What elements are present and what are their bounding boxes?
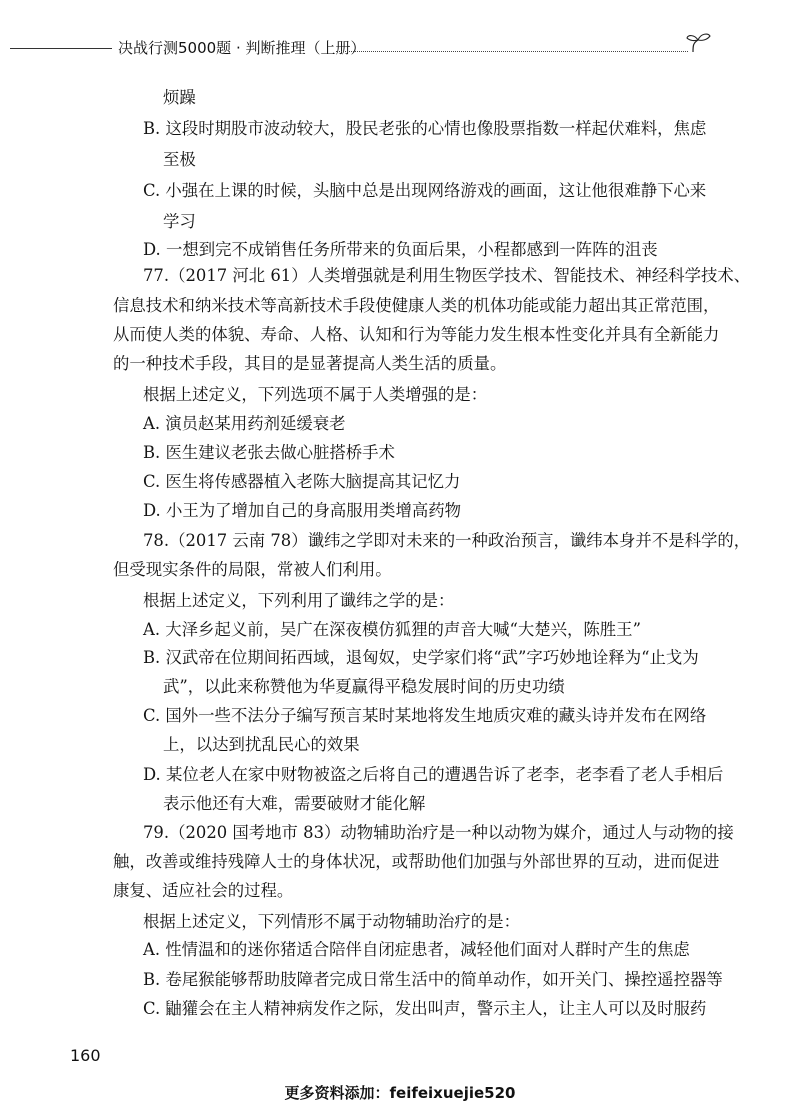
- page-header: [0, 36, 800, 60]
- text-line: A. 演员赵某用药剂延缓衰老: [143, 414, 346, 433]
- text-line: D. 一想到完不成销售任务所带来的负面后果，小程都感到一阵阵的沮丧: [143, 240, 658, 259]
- text-line: A. 大泽乡起义前，吴广在深夜模仿狐狸的声音大喊“大楚兴，陈胜王”: [143, 620, 641, 639]
- text-line: D. 某位老人在家中财物被盗之后将自己的遭遇告诉了老李，老李看了老人手相后: [143, 765, 724, 784]
- text-line: 武”，以此来称赞他为华夏赢得平稳发展时间的历史功绩: [163, 677, 565, 696]
- text-line: 的一种技术手段，其目的是显著提高人类生活的质量。: [113, 354, 507, 373]
- header-rule-right: [336, 51, 688, 52]
- text-line: 79.（2020 国考地市 83）动物辅助治疗是一种以动物为媒介，通过人与动物的接: [143, 823, 734, 842]
- text-line: A. 性情温和的迷你猪适合陪伴自闭症患者，减轻他们面对人群时产生的焦虑: [143, 940, 690, 959]
- text-line: B. 这段时期股市波动较大，股民老张的心情也像股票指数一样起伏难料，焦虑: [143, 119, 707, 138]
- sprout-icon: [684, 28, 714, 58]
- text-line: 根据上述定义，下列选项不属于人类增强的是：: [143, 385, 488, 404]
- text-line: 78.（2017 云南 78）谶纬之学即对未来的一种政治预言，谶纬本身并不是科学的，: [143, 531, 751, 550]
- text-line: 但受现实条件的局限，常被人们利用。: [113, 560, 392, 579]
- text-line: C. 国外一些不法分子编写预言某时某地将发生地质灾难的藏头诗并发布在网络: [143, 706, 707, 725]
- text-line: 康复、适应社会的过程。: [113, 881, 294, 900]
- header-rule-left: [10, 48, 112, 49]
- footer-note: 更多资料添加：feifeixuejie520: [284, 1084, 516, 1102]
- text-line: 上，以达到扰乱民心的效果: [163, 735, 360, 754]
- text-line: B. 卷尾猴能够帮助肢障者完成日常生活中的简单动作，如开关门、操控遥控器等: [143, 970, 723, 989]
- text-line: 触，改善或维持残障人士的身体状况，或帮助他们加强与外部世界的互动，进而促进: [113, 852, 720, 871]
- text-line: B. 汉武帝在位期间拓西域，退匈奴，史学家们将“武”字巧妙地诠释为“止戈为: [143, 648, 699, 667]
- text-line: 至极: [163, 150, 196, 169]
- text-line: C. 医生将传感器植入老陈大脑提高其记忆力: [143, 472, 461, 491]
- text-line: 表示他还有大难，需要破财才能化解: [163, 794, 426, 813]
- text-line: D. 小王为了增加自己的身高服用类增高药物: [143, 501, 462, 520]
- header-title: 决战行测5000题 · 判断推理（上册）: [118, 39, 366, 57]
- text-line: 从而使人类的体貌、寿命、人格、认知和行为等能力发生根本性变化并具有全新能力: [113, 325, 720, 344]
- text-line: 77.（2017 河北 61）人类增强就是利用生物医学技术、智能技术、神经科学技术、: [143, 266, 751, 285]
- text-line: 信息技术和纳米技术等高新技术手段使健康人类的机体功能或能力超出其正常范围，: [113, 296, 720, 315]
- text-line: 根据上述定义，下列情形不属于动物辅助治疗的是：: [143, 912, 520, 931]
- text-line: 根据上述定义，下列利用了谶纬之学的是：: [143, 591, 455, 610]
- text-line: B. 医生建议老张去做心脏搭桥手术: [143, 443, 395, 462]
- page-number: 160: [70, 1046, 101, 1065]
- text-line: 烦躁: [163, 88, 196, 107]
- text-line: 学习: [163, 212, 196, 231]
- text-line: C. 鼬獾会在主人精神病发作之际，发出叫声，警示主人，让主人可以及时服药: [143, 999, 707, 1018]
- text-line: C. 小强在上课的时候，头脑中总是出现网络游戏的画面，这让他很难静下心来: [143, 181, 707, 200]
